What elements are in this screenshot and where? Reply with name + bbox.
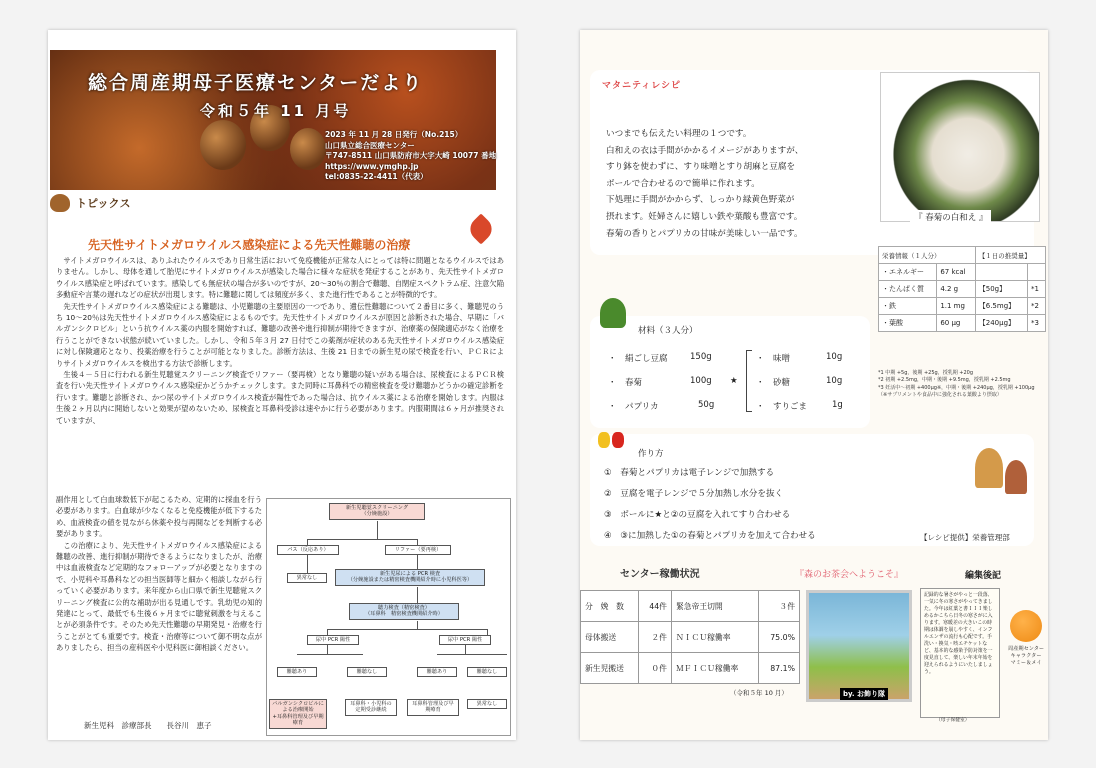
tree-icon xyxy=(1005,460,1027,494)
ingredient-amount: 150g xyxy=(690,352,712,362)
forest-title: 『森のお茶会へようこそ』 xyxy=(795,570,904,580)
intro-line: 白和えの衣は手間がかかるイメージがありますが、 xyxy=(606,145,804,156)
step-item: ③ ボールに★と②の豆腐を入れてすり合わせる xyxy=(604,510,791,520)
status-row xyxy=(581,653,800,684)
nutrient-note-mark: *1 xyxy=(1027,281,1045,298)
broccoli-icon xyxy=(600,298,626,328)
nutrient-recommended: 【6.5mg】 xyxy=(975,298,1027,315)
ingredients-title: 材料（３人分） xyxy=(638,326,698,336)
intro-line: いつまでも伝えたい料理の１つです。 xyxy=(606,129,752,139)
nutrient-name: ・エネルギー xyxy=(879,264,937,281)
flow-no-problem: 異常なし xyxy=(287,573,327,583)
ingredient-name: ・ パプリカ xyxy=(608,402,659,412)
note-line: *2 初期 +2.5mg，中期・後期 +9.5mg，授乳期 +2.5mg xyxy=(878,377,1011,384)
flow-follow-up: 耳鼻科・小児科の定期受診継続 xyxy=(345,699,397,716)
pepper-icon xyxy=(598,432,610,448)
status-label: 分 娩 数 xyxy=(581,591,639,622)
acorn-image xyxy=(200,120,246,170)
status-value: 87.1% xyxy=(758,653,799,684)
flow-early-care: 耳鼻科管理及び早期療育 xyxy=(407,699,459,716)
status-value: ２件 xyxy=(639,622,672,653)
status-table xyxy=(580,590,800,684)
screening-flowchart xyxy=(266,498,511,736)
editor-note: 記録的な暑さがやっと一段落、一気に冬の寒さがやってきました。今年は紅葉と書ＩＩＩ楽しめるかこちら日冬の寒さがに入ります。寒暖差の大きいこの時期は体調を崩しやすく、インフルエンザの流行も心配です。手洗い・換気・咳エチケットなど、基本的な感染予防対策を一度見直して、楽しい年末年始を迎えられるようにいたしましょう。 xyxy=(920,588,1000,718)
nutrient-note-mark: *3 xyxy=(1027,315,1045,332)
intro-line: 摂れます。妊婦さんに嬉しい鉄や葉酸も豊富です。 xyxy=(606,211,803,222)
maple-leaf-icon xyxy=(465,213,496,244)
topics-heading xyxy=(50,194,130,212)
article-body-narrow xyxy=(56,494,262,654)
nutrient-recommended: 【240μg】 xyxy=(975,315,1027,332)
dish-photo xyxy=(880,72,1040,222)
nutrient-value: 67 kcal xyxy=(937,264,975,281)
ingredient-amount: 50g xyxy=(698,400,715,410)
status-row xyxy=(581,591,800,622)
nutrition-notes xyxy=(878,370,1035,399)
nutrient-value: 4.2 g xyxy=(937,281,975,298)
newsletter-title: 総合周産期母子医療センターだより xyxy=(88,72,424,94)
ingredient-name: ・ すりごま xyxy=(756,402,808,412)
flow-screening: 新生児聴覚スクリーニング （分娩施設） xyxy=(329,503,425,520)
decoration-photo xyxy=(806,590,912,702)
ingredient-name: ・ 味噌 xyxy=(756,354,791,364)
recipe-intro xyxy=(606,126,803,242)
article-author: 新生児科 診療部長 長谷川 恵子 xyxy=(84,721,212,730)
intro-line: ボールで合わせるので簡単に作れます。 xyxy=(606,178,760,189)
paragraph: 生後４－５日に行われる新生児聴覚スクリーニング検査でリファー（要再検）となり難聴の疑いがある場合は、尿検査によるＰＣＲ検査を行い先天性サイトメガロウイルス感染症かどうかチェックします。また同時に耳鼻科での精密検査を受け難聴かどうかの確定診断を行います。難聴と診断され、かつ尿のサイトメガロウイルス検査が陽性であった場合は、抗ウイルス薬による治療を開始します。内服は生後２ヶ月以内に開始しないと効果が望めないため、尿検査と耳鼻科受診は速やかに行う必要があります。内服期間は６ヶ月が推奨されていますが、 xyxy=(56,370,504,425)
address: 〒747-8511 山口県防府市大字大崎 10077 番地 xyxy=(325,151,497,160)
paragraph: 副作用として白血球数低下が起こるため、定期的に採血を行う必要があります。白血球が少なくなると免疫機能が低下するため、血液検査の値を見ながら休薬や投与再開などを判断する必要があります。 xyxy=(56,495,262,539)
flow-pcr-test: 新生児尿による PCR 検査 （分娩施設または精密検査機関紹介時に小児科医等） xyxy=(335,569,485,586)
status-value: ３件 xyxy=(758,591,799,622)
nutrition-row xyxy=(879,281,1046,298)
nutrition-row xyxy=(879,264,1046,281)
editor-sign: （母子保健室） xyxy=(936,718,970,723)
flow-no-problem: 異常なし xyxy=(467,699,507,709)
flow-refer: リファー（要再検） xyxy=(385,545,451,555)
flow-hearing-loss-no: 難聴なし xyxy=(467,667,507,677)
nutrition-row xyxy=(879,298,1046,315)
status-value: ０件 xyxy=(639,653,672,684)
intro-line: すり鉢を使わずに、すり味噌とすり胡麻と豆腐を xyxy=(606,162,796,173)
hospital-name: 山口県立総合医療センター xyxy=(325,140,415,150)
article-title: 先天性サイトメガロウイルス感染症による先天性難聴の治療 xyxy=(88,238,411,252)
intro-line: 下処理に手間がかからず、しっかり緑黄色野菜が xyxy=(606,195,795,206)
status-value: 44件 xyxy=(639,591,672,622)
ingredient-amount: 10g xyxy=(826,352,843,362)
dish-caption: 『 春菊の白和え 』 xyxy=(910,210,991,224)
editor-title: 編集後記 xyxy=(965,571,1002,581)
status-value: 75.0% xyxy=(758,622,799,653)
left-page xyxy=(48,30,516,740)
steps-title: 作り方 xyxy=(638,449,664,459)
step-item: ① 春菊とパプリカは電子レンジで加熱する xyxy=(604,468,775,478)
publish-date: 2023 年 11 月 28 日発行（No.215） xyxy=(325,130,463,139)
nutrient-name: ・鉄 xyxy=(879,298,937,315)
flow-hearing-loss-yes: 難聴あり xyxy=(417,667,457,677)
status-date: （令和５年 10 月） xyxy=(730,689,788,697)
status-label: 母体搬送 xyxy=(581,622,639,653)
right-page xyxy=(580,30,1048,740)
star-icon: ★ xyxy=(730,376,738,386)
ingredient-name: ・ 砂糖 xyxy=(756,378,791,388)
ingredient-name: ・ 絹ごし豆腐 xyxy=(608,354,668,364)
step-item: ④ ③に加熱した①の春菊とパプリカを加えて合わせる xyxy=(604,531,816,541)
paragraph: この治療により、先天性サイトメガロウイルス感染症による難聴の改善、進行抑制が期待できるようになりましたが、治療中は血液検査など定期的なフォローアップが必要となりますので、小児科や耳鼻科などの担当医師等と細かく相談しながら行っていく必要があります。来年度から山口県で新生児聴覚スクリーニング検査に公的な補助が出る見通しです。乳幼児の知的発達にとって、最低でも生後６ヶ月までに聴覚刺激を与えることが必須条件です。そのため先天性難聴の早期発見・治療を行うことがとても重要です。検査・治療等について御不明な点がありましたら、担当の産科医や小児科医に御相談ください。 xyxy=(56,540,262,653)
topics-label: トピックス xyxy=(76,197,131,210)
ingredient-amount: 100g xyxy=(690,376,712,386)
phone: tel:0835-22-4411（代表） xyxy=(325,172,428,181)
flow-pass: パス（反応あり） xyxy=(277,545,339,555)
ingredient-amount: 10g xyxy=(826,376,843,386)
ingredient-name: ・ 春菊 xyxy=(608,378,643,388)
bracket xyxy=(746,350,752,412)
squirrel-icon xyxy=(50,194,70,212)
masthead xyxy=(50,50,496,190)
status-label: ＭＦＩＣＵ稼働率 xyxy=(671,653,758,684)
nutrition-header: 栄養情報（１人分） xyxy=(879,247,976,264)
recipe-header: マタニティレシピ xyxy=(602,81,682,91)
nutrient-value: 60 μg xyxy=(937,315,975,332)
paragraph: 先天性サイトメガロウイルス感染症による難聴は、小児難聴の主要原因の一つであり、遺伝性難聴について２番目に多く、難聴児のうち 10～20％は先天性サイトメガロウイルス感染症によるものです。先天性サイトメガロウイルスが原因と診断された場合、早期に「バルガンシクロビル」という抗ウイルス薬の内服を開始すれば、難聴の改善や進行抑制が期待できますが、治療薬の保険適応がなく治療を行うことができない状態が続いていました。しかし、令和５年３月 27 日付でこの薬剤が症状のある先天性サイトメガロウイルス感染症に対し保険適応となり、投薬治療を行うことが可能となりました。診断方法は、生後 21 日までの新生児の尿で検査を行い、ＰＣＲによりサイトメガロウイルスを検出する方法で診断します。 xyxy=(56,301,504,368)
nutrient-name: ・葉酸 xyxy=(879,315,937,332)
nutrient-recommended: 【50g】 xyxy=(975,281,1027,298)
acorn-image xyxy=(290,128,326,170)
status-label: ＮＩＣＵ稼働率 xyxy=(671,622,758,653)
decoration-caption: by. お飾り隊 xyxy=(840,688,888,700)
nutrient-note-mark: *2 xyxy=(1027,298,1045,315)
status-label: 新生児搬送 xyxy=(581,653,639,684)
step-item: ② 豆腐を電子レンジで５分加熱し水分を抜く xyxy=(604,489,784,499)
flow-hearing-test: 聴力検査（精密検査） （耳鼻科 精密検査機関紹介時） xyxy=(349,603,459,620)
mascot-label: 周産期センター キャラクター マミー＆メイ xyxy=(1008,646,1045,666)
note-line: *1 中期 +5g，後期 +25g，授乳期 +20g xyxy=(878,370,974,376)
mascot-icon xyxy=(1010,610,1042,642)
tree-icon xyxy=(975,448,1003,488)
status-label: 緊急帝王切開 xyxy=(671,591,758,622)
status-title: センター稼働状況 xyxy=(620,569,700,580)
pepper-icon xyxy=(612,432,624,448)
intro-line: 春菊の香りとパプリカの甘味が美味しい一品です。 xyxy=(606,228,803,239)
status-row xyxy=(581,622,800,653)
issue-label: 令和５年 11 月号 xyxy=(200,102,352,120)
nutrient-value: 1.1 mg xyxy=(937,298,975,315)
nutrient-note-mark xyxy=(1027,264,1045,281)
flow-pcr-positive: 尿中 PCR 陽性 xyxy=(307,635,359,645)
flow-treatment: バルガンシクロビルによる治療開始 +耳鼻科管理及び早期療育 xyxy=(269,699,327,729)
recommended-header: 【１日の推奨量】 xyxy=(975,247,1045,264)
note-line: （※サプリメントや食品中に強化される葉酸より摂取） xyxy=(878,391,1002,398)
recipe-credit: 【レシピ提供】栄養管理部 xyxy=(920,533,1010,542)
nutrient-name: ・たんぱく質 xyxy=(879,281,937,298)
publisher-info xyxy=(325,130,496,183)
flow-hearing-loss-no: 難聴なし xyxy=(347,667,387,677)
nutrition-row xyxy=(879,315,1046,332)
nutrition-table xyxy=(878,246,1046,332)
flow-pcr-positive: 尿中 PCR 陽性 xyxy=(439,635,491,645)
paragraph: サイトメガロウイルスは、ありふれたウイルスであり日常生活において免疫機能が正常な人にとっては特に問題となるウイルスではありません。しかし、母体を通して胎児にサイトメガロウイルスが感染した場合に様々な症状を発症することがあり、先天性サイトメガロウイルス感染症と呼ばれています。感染しても無症状の場合が多いのですが、20～30％の割合で難聴、自閉症スペクトラム症、注意欠陥多動症や言葉の遅れなどの症状が出現します。特に難聴に関しては頻度が多く、また進行性であることが特徴的です。 xyxy=(56,256,504,300)
nutrient-recommended xyxy=(975,264,1027,281)
flow-hearing-loss-yes: 難聴あり xyxy=(277,667,317,677)
ingredient-amount: 1g xyxy=(832,400,843,410)
article-body-full xyxy=(56,255,504,426)
website-url: https://www.ymghp.jp xyxy=(325,161,419,171)
note-line: *3 妊活中～初期 +400μg※，中期・後期 +240μg，授乳期 +100μg xyxy=(878,384,1035,391)
